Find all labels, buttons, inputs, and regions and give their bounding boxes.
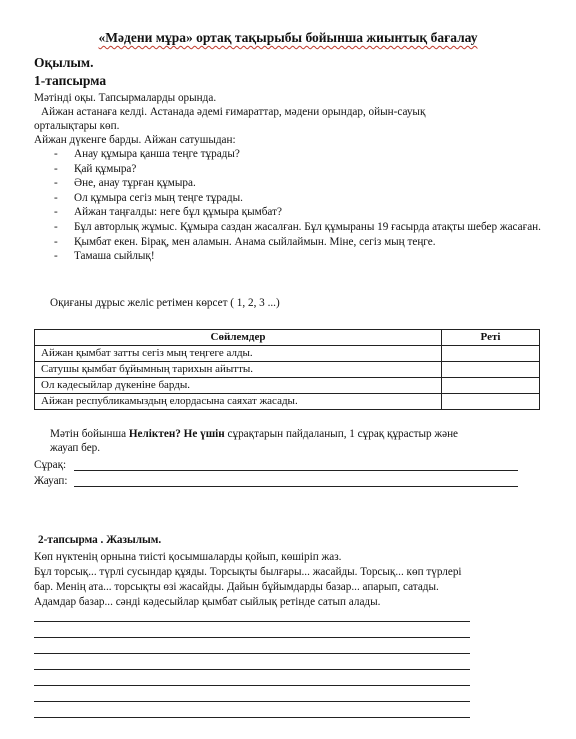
- writing-line[interactable]: [34, 684, 470, 686]
- question-answer-line[interactable]: [74, 469, 518, 471]
- dialog-line: - Анау құмыра қанша теңге тұрады?: [54, 148, 240, 160]
- sentence-cell: Ол кәдесыйлар дүкеніне барды.: [35, 378, 442, 394]
- order-cell[interactable]: [442, 362, 540, 378]
- writing-line[interactable]: [34, 700, 470, 702]
- writing-line[interactable]: [34, 716, 470, 718]
- table-row: [35, 394, 540, 410]
- page-title: «Мәдени мұра» ортақ тақырыбы бойынша жиынтық бағалау: [98, 30, 478, 45]
- writing-line[interactable]: [34, 636, 470, 638]
- dialog-line: - Қай құмыра?: [54, 162, 137, 175]
- order-cell[interactable]: [442, 394, 540, 410]
- sentence-cell: Айжан республикамыздың елордасына саяхат жасады.: [35, 394, 442, 410]
- table-header-row: [35, 330, 540, 346]
- question-instruction: Мәтін бойынша Неліктен? Не үшін сұрақтарын пайдаланып, 1 сұрақ құрастыр және: [50, 428, 459, 440]
- table-row: [35, 362, 540, 378]
- task2-text-line-2: бар. Менің ата... торсықты өзі жасайды. Дайын бұйымдарды базар... апарып, сатады.: [34, 581, 439, 593]
- table-row: [35, 346, 540, 362]
- order-instruction: Оқиғаны дұрыс желіс ретімен көрсет ( 1, 2, 3 ...): [50, 297, 280, 309]
- task1-heading: 1-тапсырма: [34, 73, 107, 88]
- dialog-list: [50, 147, 550, 264]
- task2-heading: 2-тапсырма . Жазылым.: [38, 534, 162, 546]
- dialog-line: - Тамаша сыйлық!: [54, 250, 155, 263]
- task2-text-line-3: Адамдар базар... сәнді кәдесыйлар қымбат сыйлық ретінде сатып алады.: [34, 596, 381, 608]
- answer-label: Жауап:: [34, 475, 68, 487]
- table-row: [35, 378, 540, 394]
- text-paragraph-1-line-1: Айжан астанаға келді. Астанада әдемі ғимараттар, мәдени орындар, ойын-сауық: [41, 106, 426, 118]
- dialog-line: - Қымбат екен. Бірақ, мен аламын. Анама сыйлаймын. Міне, сегіз мың теңге.: [54, 235, 436, 248]
- question-instruction-line-2: жауап бер.: [50, 442, 101, 454]
- question-label: Сұрақ:: [34, 459, 67, 471]
- writing-line[interactable]: [34, 668, 470, 670]
- answer-line[interactable]: [74, 485, 518, 487]
- dialog-line: - Ол құмыра сегіз мың теңге тұрады.: [54, 191, 243, 204]
- order-cell[interactable]: [442, 378, 540, 394]
- order-cell[interactable]: [442, 346, 540, 362]
- task2-text-line-1: Бұл торсық... түрлі сусындар құяды. Торсықты былғары... жасайды. Торсық... көп түрлері: [34, 566, 462, 578]
- reading-heading: Оқылым.: [34, 55, 94, 70]
- column-header-order: Реті: [442, 330, 540, 346]
- task1-instruction: Мәтінді оқы. Тапсырмаларды орында.: [34, 92, 217, 104]
- writing-line[interactable]: [34, 620, 470, 622]
- column-header-sentences: Сөйлемдер: [35, 330, 442, 346]
- order-table: [34, 329, 540, 410]
- dialog-line: - Әне, анау тұрған құмыра.: [54, 177, 196, 190]
- writing-line[interactable]: [34, 652, 470, 654]
- dialog-line: - Бұл авторлық жұмыс. Құмыра саздан жасалған. Бұл құмыраны 19 ғасырда атақты шебер жасаған.: [54, 220, 541, 233]
- sentence-cell: Сатушы қымбат бұйымның тарихын айытты.: [35, 362, 442, 378]
- text-paragraph-2: Айжан дүкенге барды. Айжан сатушыдан:: [34, 134, 236, 146]
- dialog-line: - Айжан таңғалды: неге бұл құмыра қымбат?: [54, 206, 282, 219]
- sentence-cell: Айжан қымбат затты сегіз мың теңгеге алды.: [35, 346, 442, 362]
- text-paragraph-1-line-2: орталықтары көп.: [34, 120, 120, 132]
- task2-instruction: Көп нүктенің орнына тиісті қосымшаларды қойып, көшіріп жаз.: [34, 551, 342, 563]
